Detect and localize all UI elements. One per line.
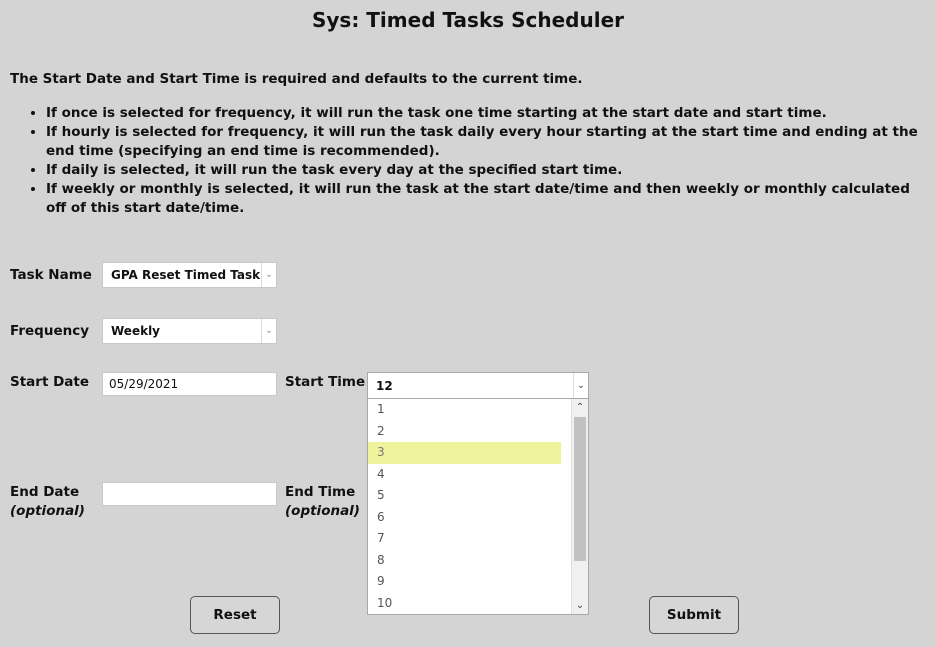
- task-name-label: Task Name: [10, 267, 92, 283]
- instruction-hourly: • If hourly is selected for frequency, it will run the task daily every hour starting at the start time and ending at the end time (specifying an end time is recommended).: [46, 123, 926, 161]
- frequency-select[interactable]: [102, 318, 277, 344]
- start-time-dropdown-list[interactable]: [367, 398, 589, 615]
- time-option-7[interactable]: 7: [377, 531, 385, 545]
- reset-button[interactable]: Reset: [190, 596, 280, 634]
- start-time-value: 12: [376, 379, 393, 393]
- scrollbar-thumb[interactable]: [574, 417, 586, 561]
- start-time-select[interactable]: [367, 372, 589, 400]
- time-option-8[interactable]: 8: [377, 552, 385, 567]
- start-date-label: Start Date: [10, 374, 90, 390]
- end-time-label-text: End Time: [285, 484, 356, 500]
- end-time-optional: (optional): [285, 503, 360, 519]
- task-name-select[interactable]: [102, 262, 277, 288]
- time-option-4[interactable]: 4: [377, 466, 385, 481]
- time-option-6[interactable]: 6: [377, 509, 385, 524]
- end-date-input[interactable]: [102, 482, 277, 506]
- submit-button[interactable]: Submit: [649, 596, 739, 634]
- end-date-label-text: End Date: [10, 484, 80, 500]
- end-date-optional: (optional): [10, 503, 85, 519]
- time-option-1[interactable]: 1: [377, 402, 385, 416]
- chevron-down-icon: ⌄: [261, 263, 276, 287]
- instructions-list: [30, 104, 926, 218]
- time-option-3[interactable]: 3: [368, 442, 561, 464]
- time-option-9[interactable]: 9: [377, 574, 385, 588]
- chevron-down-icon[interactable]: ⌄: [575, 600, 585, 611]
- start-date-input[interactable]: 05/29/2021: [102, 372, 277, 396]
- page-title: Sys: Timed Tasks Scheduler: [311, 8, 625, 32]
- frequency-label: Frequency: [10, 323, 90, 339]
- start-time-label: Start Time: [285, 374, 366, 390]
- time-option-2[interactable]: 2: [377, 423, 385, 438]
- intro-text: The Start Date and Start Time is required and defaults to the current time.: [10, 71, 583, 87]
- chevron-up-icon[interactable]: ⌃: [575, 402, 585, 413]
- dropdown-scrollbar[interactable]: [571, 399, 588, 614]
- instruction-weekly-monthly: • If weekly or monthly is selected, it will run the task at the start date/time and then weekly or monthly calculated off of this start date/time.: [46, 180, 926, 218]
- task-name-value: GPA Reset Timed Task: [111, 268, 261, 282]
- end-date-label: [10, 483, 85, 521]
- time-option-10[interactable]: 10: [377, 595, 393, 610]
- time-option-5[interactable]: 5: [377, 488, 385, 502]
- chevron-down-icon: ⌄: [261, 319, 276, 343]
- instruction-daily: • If daily is selected, it will run the task every day at the specified start time.: [46, 161, 926, 180]
- end-time-label: [285, 483, 360, 521]
- instruction-once: • If once is selected for frequency, it will run the task one time starting at the start date and start time.: [46, 104, 926, 123]
- chevron-down-icon: ⌄: [573, 373, 588, 399]
- frequency-value: Weekly: [111, 324, 161, 338]
